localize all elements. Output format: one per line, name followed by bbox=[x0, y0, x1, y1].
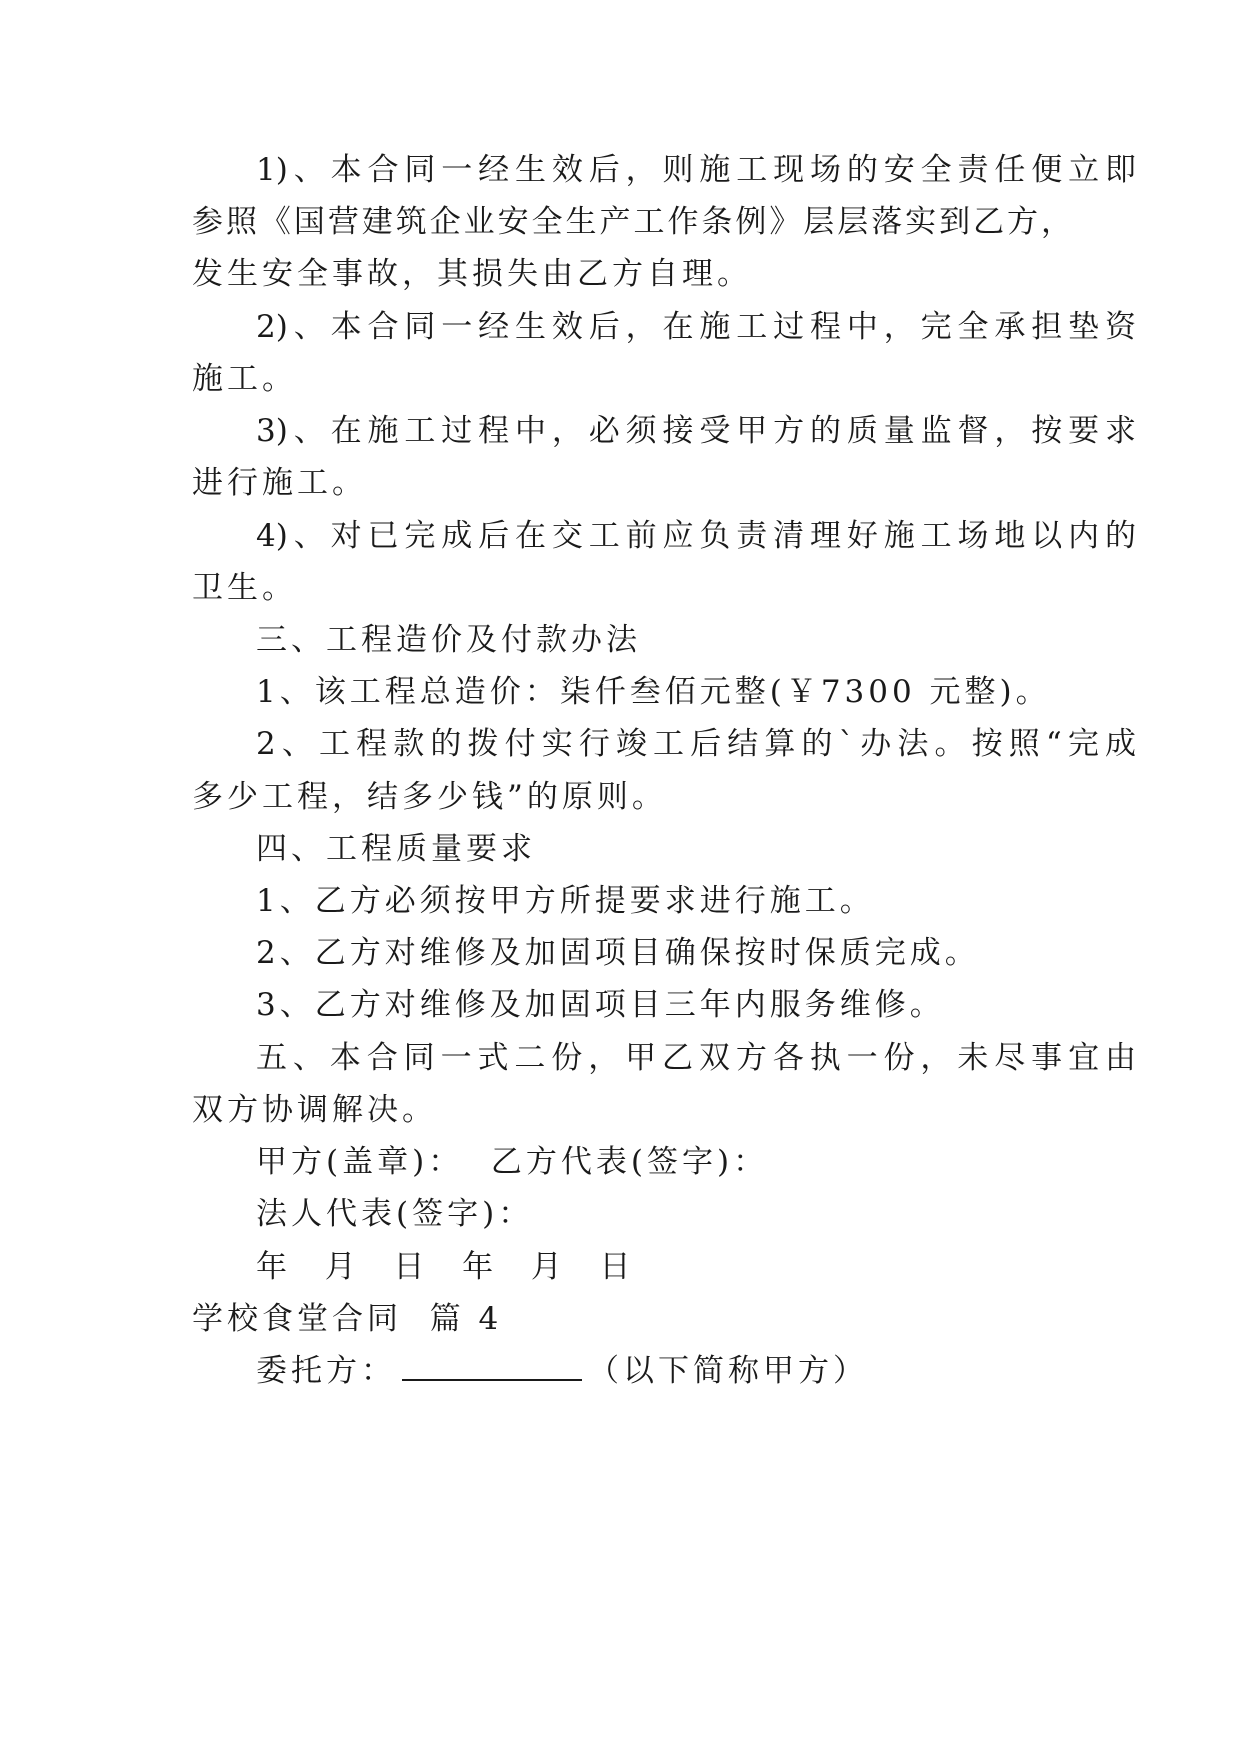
quality-item-2: 2、乙方对维修及加固项目确保按时保质完成。 bbox=[256, 935, 980, 971]
client-line bbox=[256, 1351, 1136, 1391]
section-heading-quality: 四、工程质量要求 bbox=[256, 831, 536, 867]
clause-1-line-3: 发生安全事故，其损失由乙方自理。 bbox=[192, 256, 752, 292]
clause-3-line-2: 进行施工。 bbox=[192, 465, 367, 501]
cost-item-1: 1、该工程总造价：柒仟叁佰元整(￥7300 元整)。 bbox=[256, 674, 1051, 710]
section-heading-cost: 三、工程造价及付款办法 bbox=[256, 622, 641, 658]
signature-parties: 甲方(盖章)： 乙方代表(签字)： bbox=[256, 1144, 769, 1180]
cost-item-2-line-1: 2、工程款的拨付实行竣工后结算的`办法。按照“完成 bbox=[256, 726, 1136, 762]
clause-4-line-2: 卫生。 bbox=[192, 570, 297, 606]
client-suffix: （以下简称甲方） bbox=[588, 1353, 868, 1389]
client-name-blank bbox=[402, 1379, 582, 1381]
clause-1-line-1: 1)、本合同一经生效后，则施工现场的安全责任便立即 bbox=[256, 152, 1136, 188]
clause-3-line-1: 3)、在施工过程中，必须接受甲方的质量监督，按要求 bbox=[256, 413, 1136, 449]
legal-representative: 法人代表(签字)： bbox=[256, 1196, 534, 1232]
section-five-line-2: 双方协调解决。 bbox=[192, 1092, 437, 1128]
clause-2-line-2: 施工。 bbox=[192, 361, 297, 397]
clause-4-line-1: 4)、对已完成后在交工前应负责清理好施工场地以内的 bbox=[256, 518, 1136, 554]
contract-title: 学校食堂合同 篇 4 bbox=[192, 1301, 503, 1337]
quality-item-1: 1、乙方必须按甲方所提要求进行施工。 bbox=[256, 883, 875, 919]
date-line: 年 月 日 年 月 日 bbox=[256, 1249, 637, 1285]
clause-2-line-1: 2)、本合同一经生效后，在施工过程中，完全承担垫资 bbox=[256, 309, 1136, 345]
clause-1-line-2: 参照《国营建筑企业安全生产工作条例》层层落实到乙方， bbox=[192, 204, 1072, 240]
quality-item-3: 3、乙方对维修及加固项目三年内服务维修。 bbox=[256, 987, 945, 1023]
client-label: 委托方： bbox=[256, 1353, 396, 1389]
section-five-line-1: 五、本合同一式二份，甲乙双方各执一份，未尽事宜由 bbox=[256, 1040, 1136, 1076]
cost-item-2-line-2: 多少工程，结多少钱”的原则。 bbox=[192, 779, 667, 815]
